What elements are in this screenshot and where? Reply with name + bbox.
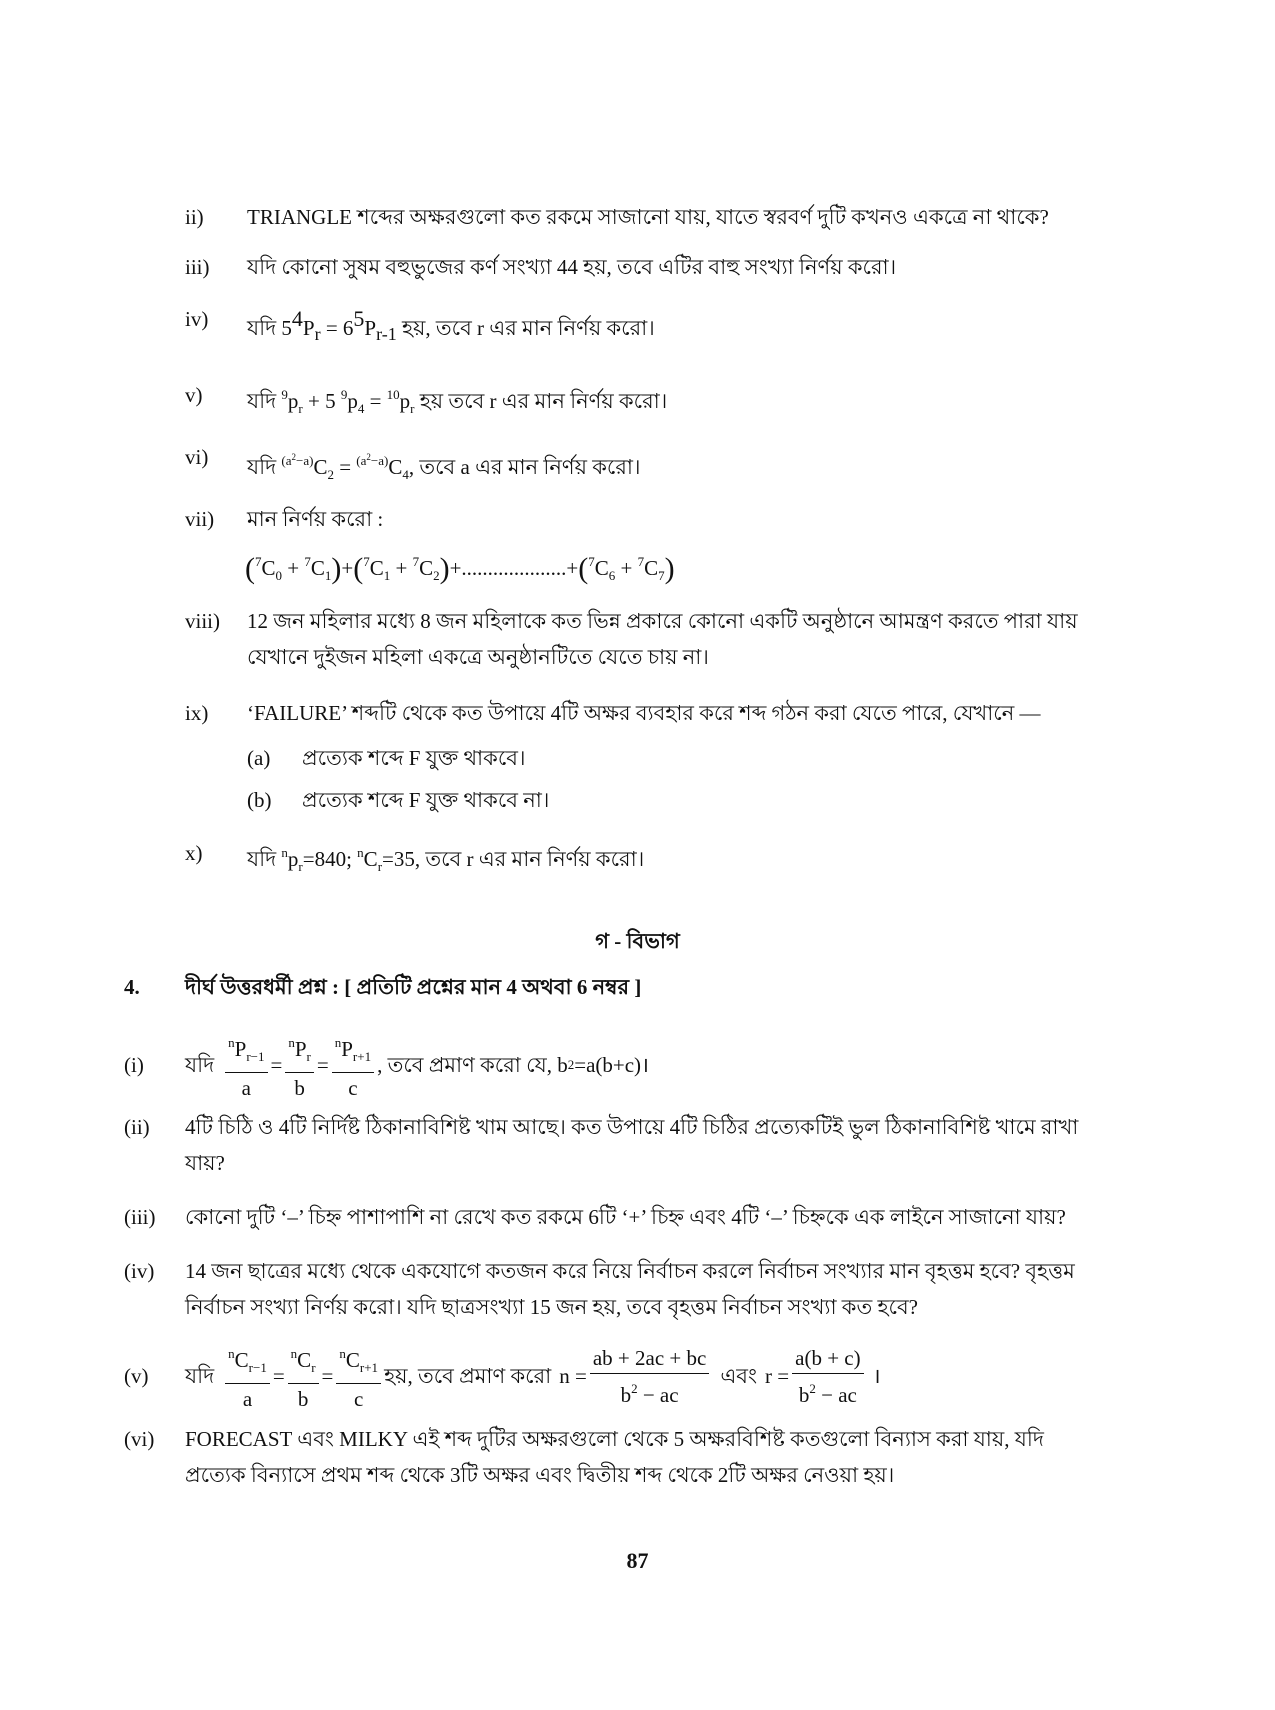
question-text: যদি $^9p_r + 5$ $^9p_4 = ^{10}p_r$ হয় তবে r এর মান নির্ণয় করো। bbox=[247, 387, 668, 416]
question-number: x) bbox=[185, 841, 203, 865]
fraction-c-r-1-over-a: $\frac{^nC_{r-1}}{a}$ bbox=[225, 1341, 270, 1412]
fraction-c-r+1-over-c: $\frac{^nC_{r+1}}{c}$ bbox=[336, 1341, 381, 1412]
fraction-r-formula: $\frac{a(b + c)}{b^2 - ac}$ bbox=[792, 1345, 863, 1408]
fraction-n-formula: $\frac{ab + 2ac + bc}{b^2 - ac}$ bbox=[590, 1345, 709, 1408]
question-number: vi) bbox=[185, 445, 209, 469]
section-number: 4. bbox=[124, 975, 140, 999]
question-number: (vi) bbox=[124, 1427, 155, 1451]
long-question-i bbox=[124, 1030, 1124, 1100]
question-text: TRIANGLE শব্দের অক্ষরগুলো কত রকমে সাজানো যায়, যাতে স্বরবর্ণ দুটি কখনও একত্রে না থাকে? bbox=[247, 205, 1049, 229]
question-text-line1: FORECAST এবং MILKY এই শব্দ দুটির অক্ষরগুলো থেকে 5 অক্ষরবিশিষ্ট কতগুলো বিন্যাস করা যায়, যদি bbox=[185, 1427, 1044, 1451]
long-question-v bbox=[124, 1340, 1144, 1412]
question-text: মান নির্ণয় করো : bbox=[247, 507, 384, 531]
question-text: যদি $^np_r=840$; $^nC_r=35$, তবে r এর মান নির্ণয় করো। bbox=[247, 845, 645, 874]
fraction-p-r-over-b: $\frac{^nP_r}{b}$ bbox=[285, 1030, 314, 1101]
question-text-line2: নির্বাচন সংখ্যা নির্ণয় করো। যদি ছাত্রসংখ্যা 15 জন হয়, তবে বৃহত্তম নির্বাচন সংখ্যা কত হবে? bbox=[185, 1295, 918, 1319]
question-text: কোনো দুটি ‘–’ চিহ্ন পাশাপাশি না রেখে কত রকমে 6টি ‘+’ চিহ্ন এবং 4টি ‘–’ চিহ্নকে এক লাইনে সাজানো যায়? bbox=[185, 1205, 1066, 1229]
question-number: viii) bbox=[185, 609, 220, 633]
question-text-line2: যায়? bbox=[185, 1151, 225, 1175]
question-number: (v) bbox=[124, 1364, 149, 1388]
question-text: যদি $^{(a^2-a)}C_2 = ^{(a^2-a)}C_4$, তবে a এর মান নির্ণয় করো। bbox=[247, 452, 641, 482]
question-text: যদি 54Pr = 65Pr-1 হয়, তবে r এর মান নির্ণয় করো। bbox=[247, 306, 655, 344]
question-number: iii) bbox=[185, 255, 210, 279]
question-text: যদি কোনো সুষম বহুভুজের কর্ণ সংখ্যা 44 হয়, তবে এটির বাহু সংখ্যা নির্ণয় করো। bbox=[247, 255, 897, 279]
series-expression: $(^7C_0 + ^7C_1)+(^7C_1 + ^7C_2)+....................+(^7C_6 + ^7C_7)$ bbox=[245, 552, 675, 585]
question-text-line2: যেখানে দুইজন মহিলা একত্রে অনুষ্ঠানটিতে যেতে চায় না। bbox=[247, 645, 709, 669]
question-number: ix) bbox=[185, 701, 209, 725]
question-text-line1: 14 জন ছাত্রের মধ্যে থেকে একযোগে কতজন করে নিয়ে নির্বাচন করলে নির্বাচন সংখ্যার মান বৃহত্তম হবে? বৃহত্তম bbox=[185, 1259, 1075, 1283]
fraction-p-r+1-over-c: $\frac{^nP_{r+1}}{c}$ bbox=[332, 1030, 374, 1101]
question-number: (i) bbox=[124, 1053, 144, 1077]
question-number: (iv) bbox=[124, 1259, 155, 1283]
question-text: যদি $\frac{^nP_{r-1}}{a}$ = $\frac{^nP_r}{b}$ = $\frac{^nP_{r+1}}{c}$ , তবে প্রমাণ করো যে, b 2 =a(b+c)। bbox=[185, 1030, 649, 1100]
question-number: (iii) bbox=[124, 1205, 156, 1229]
question-number: ii) bbox=[185, 205, 204, 229]
question-number: vii) bbox=[185, 507, 215, 531]
question-number: iv) bbox=[185, 307, 209, 331]
question-number: (ii) bbox=[124, 1115, 150, 1139]
fraction-c-r-over-b: $\frac{^nC_r}{b}$ bbox=[288, 1341, 319, 1412]
question-text: যদি $\frac{^nC_{r-1}}{a}$ = $\frac{^nC_r}{b}$ = $\frac{^nC_{r+1}}{c}$ হয়, তবে প্রমাণ করো n = $\frac{ab + 2ac + bc}{b^2 - ac}$ এবং r = $\frac{a(b + c)}{b^2 - ac}$ । bbox=[185, 1340, 881, 1412]
question-number: v) bbox=[185, 383, 203, 407]
section-title: দীর্ঘ উত্তরধর্মী প্রশ্ন : [ প্রতিটি প্রশ্নের মান 4 অথবা 6 নম্বর ] bbox=[185, 975, 642, 999]
question-text-line1: 4টি চিঠি ও 4টি নির্দিষ্ট ঠিকানাবিশিষ্ট খাম আছে। কত উপায়ে 4টি চিঠির প্রত্যেকটিই ভুল ঠিকানাবিশিষ্ট খামে রাখা bbox=[185, 1115, 1079, 1139]
question-text: ‘FAILURE’ শব্দটি থেকে কত উপায়ে 4টি অক্ষর ব্যবহার করে শব্দ গঠন করা যেতে পারে, যেখানে — bbox=[247, 701, 1041, 725]
question-text-line1: 12 জন মহিলার মধ্যে 8 জন মহিলাকে কত ভিন্ন প্রকারে কোনো একটি অনুষ্ঠানে আমন্ত্রণ করতে পারা যায় bbox=[247, 609, 1078, 633]
section-heading: গ - বিভাগ bbox=[595, 929, 680, 953]
fraction-p-r-1-over-a: $\frac{^nP_{r-1}}{a}$ bbox=[225, 1030, 267, 1101]
question-text-line2: প্রত্যেক বিন্যাসে প্রথম শব্দ থেকে 3টি অক্ষর এবং দ্বিতীয় শব্দ থেকে 2টি অক্ষর নেওয়া হয়। bbox=[185, 1463, 895, 1487]
page-number: 87 bbox=[626, 1548, 649, 1573]
